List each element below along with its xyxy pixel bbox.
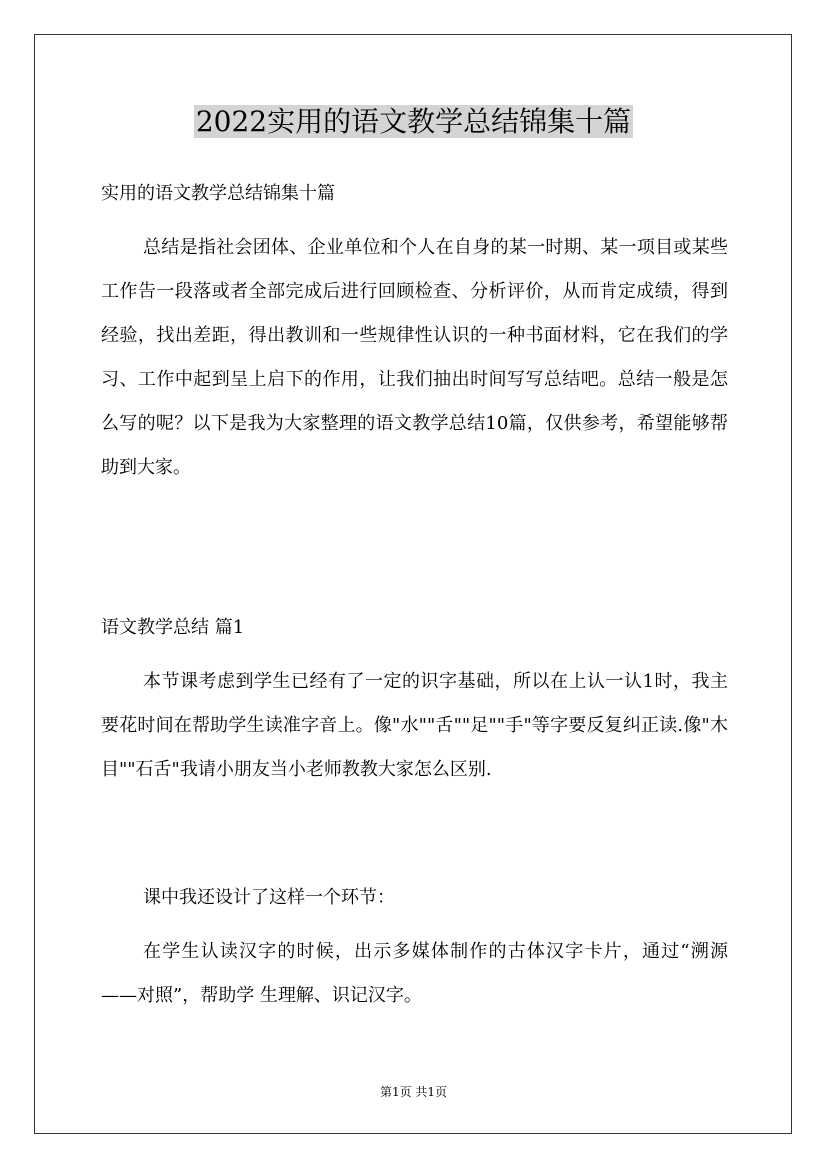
document-title-text: 2022实用的语文教学总结锦集十篇 — [195, 105, 632, 138]
document-title — [0, 100, 827, 144]
body-paragraph-1: 本节课考虑到学生已经有了一定的识字基础，所以在上认一认1时，我主要花时间在帮助学生读准字音上。像"水""舌""足""手"等字要反复纠正读.像"木 目""石舌"我请小朋友当小老师教教大家怎么区别. — [101, 671, 728, 780]
intro-paragraph: 总结是指社会团体、企业单位和个人在自身的某一时期、某一项目或某些工作告一段落或者全部完成后进行回顾检查、分析评价，从而肯定成绩，得到经验，找出差距，得出教训和一些规律性认识的一种书面材料，它在我们的学习、工作中起到呈上启下的作用，让我们抽出时间写写总结吧。总结一般是怎么写的呢？以下是我为大家整理的语文教学总结10篇，仅供参考，希望能够帮助到大家。 — [101, 237, 728, 478]
document-subtitle: 实用的语文教学总结锦集十篇 — [101, 183, 335, 204]
section-heading: 语文教学总结 篇1 — [101, 617, 245, 638]
page-footer: 第1页 共1页 — [379, 1085, 448, 1099]
body-paragraph-2: 课中我还设计了这样一个环节： — [143, 887, 395, 908]
body-paragraph-3: 在学生认读汉字的时候，出示多媒体制作的古体汉字卡片，通过“溯源——对照”，帮助学 生理解、识记汉字。 — [101, 941, 728, 1006]
